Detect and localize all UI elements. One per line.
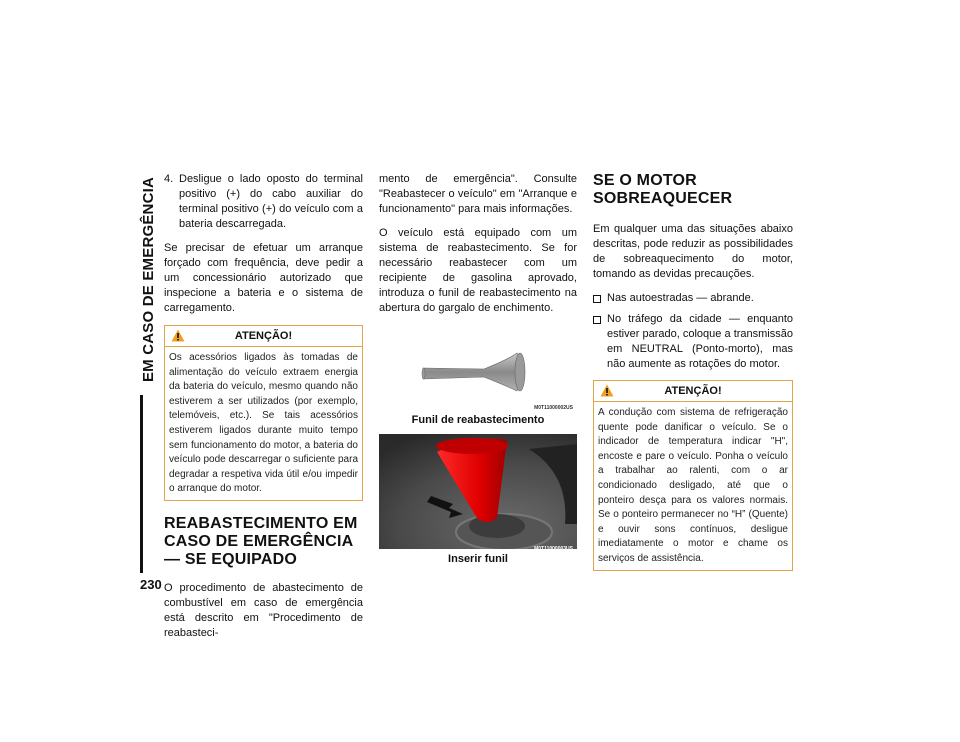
chapter-divider-line: [140, 395, 143, 573]
warning-text: Os acessórios ligados às tomadas de alimentação do veículo extraem energia da bateria do veículo, mesmo quando não estiverem a ser utilizados (por exemplo, telemóveis, etc.). Se tais acessórios estiverem ligados durante muito tempo sem funcionamento do motor, a bateria do veículo pode descarregar o suficiente para degradar a respetiva vida útil e/ou impedir o arranque do motor.: [165, 346, 362, 500]
warning-triangle-icon: [600, 384, 614, 397]
figure-caption: Inserir funil: [448, 553, 508, 565]
step-number: 4.: [164, 173, 174, 185]
page-number: 230: [140, 577, 162, 592]
chapter-side-tab: [137, 165, 161, 393]
section-heading-overheating: SE O MOTOR SOBREAQUECER: [593, 172, 733, 207]
column-right: [593, 172, 793, 585]
warning-title: ATENÇÃO!: [664, 384, 722, 397]
list-item: [593, 312, 793, 372]
figure-code: M0T11000002US: [534, 405, 573, 411]
figure-insert-funnel: [379, 434, 577, 552]
warning-triangle-icon: [171, 329, 185, 342]
overheating-paragraph: Em qualquer uma das situações abaixo descritas, pode reduzir as possibilidades de sobreaquecimento do motor, tomando as devidas precauções.: [593, 223, 793, 280]
step-item: [164, 172, 363, 232]
bullet-box-icon: [593, 295, 601, 303]
insert-funnel-photo: [379, 434, 577, 549]
list-item-text: No tráfego da cidade — enquanto estiver parado, coloque a transmissão em NEUTRAL (Ponto-morto), mas não aumente as rotações do motor.: [607, 313, 793, 370]
bullet-box-icon: [593, 316, 601, 324]
refueling-paragraph: O procedimento de abastecimento de combustível em caso de emergência está descrito em "Procedimento de reabasteci-: [164, 581, 363, 639]
battery-paragraph: Se precisar de efetuar um arranque forçado com frequência, deve pedir a um concessionário autorizado que inspecione a bateria e o sistema de carregamento.: [164, 242, 363, 314]
column-left: [164, 172, 363, 650]
warning-header: [165, 326, 362, 346]
warning-title: ATENÇÃO!: [234, 329, 293, 342]
warning-box-overheating: [593, 380, 793, 571]
warning-text: A condução com sistema de refrigeração quente pode danificar o veículo. Se o indicador de temperatura indicar "H", encoste e pare o veículo. Ponha o veículo a trabalhar ao ralenti, com o ar condicionado desligado, até que o ponteiro desça para os valores normais. Se o ponteiro permanecer no “H” (Quente) e ouvir sons contínuos, desligue imediatamente o motor e chame os serviços de assistência.: [594, 401, 792, 570]
figure-caption: Funil de reabastecimento: [411, 414, 545, 426]
column-middle: [379, 172, 577, 567]
refueling-continued-paragraph: mento de emergência". Consulte "Reabastecer o veículo" em "Arranque e funcionamento" para mais informações.: [379, 173, 577, 215]
warning-header: [594, 381, 792, 401]
refueling-system-paragraph: O veículo está equipado com um sistema de reabastecimento. Se for necessário reabastecer com um recipiente de gasolina aprovado, introduza o funil de reabastecimento na abertura do gargalo de enchimento.: [379, 227, 577, 314]
chapter-title: EM CASO DE EMERGÊNCIA: [140, 176, 158, 382]
list-item: [593, 291, 793, 306]
step-text: Desligue o lado oposto do terminal positivo (+) do cabo auxiliar do terminal positivo (+) do veículo com a bateria descarregada.: [179, 173, 363, 230]
figure-code: M0T11000003US: [534, 546, 573, 552]
section-heading-refueling: REABASTECIMENTO EM CASO DE EMERGÊNCIA — SE EQUIPADO: [164, 514, 358, 568]
warning-box-battery: [164, 325, 363, 501]
figure-funnel: [379, 325, 577, 413]
refueling-funnel-image: [379, 325, 577, 405]
list-item-text: Nas autoestradas — abrande.: [607, 292, 754, 304]
